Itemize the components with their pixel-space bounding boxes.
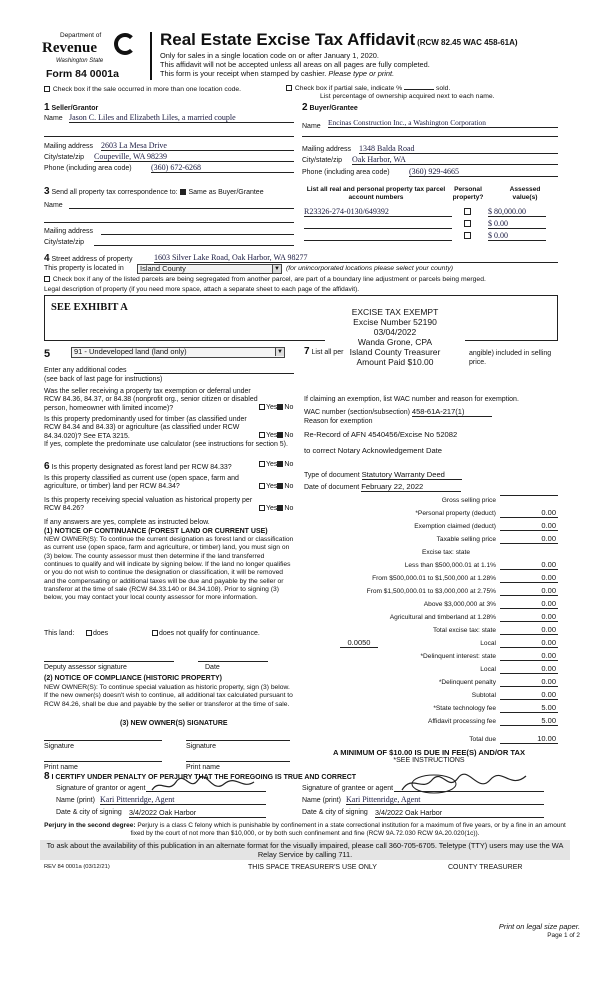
doc-type-row xyxy=(304,470,462,480)
historic-yes-no xyxy=(259,505,293,513)
reason-line-1[interactable]: Re-Record of AFN 4540456/Excise No 52082 xyxy=(304,430,458,439)
tax-row-value[interactable] xyxy=(500,495,558,496)
current-use-no-checkbox[interactable] xyxy=(277,483,283,489)
stamp-line-5: Island County Treasurer xyxy=(349,347,441,357)
does-label: does xyxy=(93,630,109,637)
tax-row xyxy=(300,547,558,559)
seller-phone-row xyxy=(44,165,294,172)
buyer-heading xyxy=(302,102,358,113)
chevron-down-icon: ▼ xyxy=(272,265,281,273)
seller-heading-text: Seller/Grantor xyxy=(51,105,99,112)
tax-row xyxy=(300,495,558,507)
this-land-label: This land: xyxy=(44,630,75,637)
corr-name-field[interactable] xyxy=(69,208,294,209)
treasurer-use-label: THIS SPACE TREASURER'S USE ONLY xyxy=(248,864,377,871)
corr-name-label: Name xyxy=(44,202,63,209)
parcel-row xyxy=(304,231,560,242)
page-number: Page 1 of 2 xyxy=(547,932,580,939)
minimum-due-note: A MINIMUM OF $10.00 IS DUE IN FEE(S) AND/OR TAX xyxy=(332,748,526,757)
grantor-date-field[interactable]: 3/4/2022 Oak Harbor xyxy=(129,808,266,818)
deputy-signature-label: Deputy assessor signature xyxy=(44,664,127,671)
notice-continuance-heading: (1) NOTICE OF CONTINUANCE (FOREST LAND OR CURRENT USE) xyxy=(44,528,268,535)
parcel-number-field[interactable] xyxy=(304,219,452,229)
stamp-line-2: Excise Number 52190 xyxy=(353,317,437,327)
seller-city-field[interactable]: Coupeville, WA 98239 xyxy=(94,152,294,162)
grantor-name-row xyxy=(56,797,296,804)
historic-yes-checkbox[interactable] xyxy=(259,505,265,511)
tax-row-value[interactable]: 5.00 xyxy=(500,716,558,726)
doc-type-label: Type of document xyxy=(304,472,360,479)
seller-name-field[interactable]: Jason C. Liles and Elizabeth Liles, a married couple xyxy=(69,113,294,123)
stamp-line-1: EXCISE TAX EXEMPT xyxy=(351,307,439,317)
tax-row xyxy=(300,586,558,598)
tax-row-value[interactable]: 0.00 xyxy=(500,690,558,700)
corr-city-label: City/state/zip xyxy=(44,239,85,246)
yes-label: Yes xyxy=(266,505,278,512)
doc-type-field[interactable]: Statutory Warranty Deed xyxy=(362,470,462,480)
corr-mail-label: Mailing address xyxy=(44,228,94,235)
timber-question xyxy=(44,416,294,449)
tax-row xyxy=(300,573,558,585)
notice-continuance-body: NEW OWNER(S): To continue the current designation as forest land or classification as current use (open space, farm and agriculture, or timber) land, you must sign on (3) below. The county assessor must then determine if the land transferred continues to qualify and will indicate by signing below. If the land no longer qualifies or you do not wish to continue the designation or classification, it will be removed and the compensating or additional taxes will be due and payable by the seller or transferor at the time of sale (RCW 84.33.140 or 84.34.108). Prior to signing (3) below, you may contact your local county assessor for more information. xyxy=(44,536,294,602)
tax-row-label: Less than $500,000.01 at 1.1% xyxy=(404,562,496,569)
if-yes-note: If any answers are yes, complete as instructed below. xyxy=(44,519,210,526)
grantee-date-field[interactable]: 3/4/2022 Oak Harbor xyxy=(375,808,544,818)
same-as-buyer-checkbox[interactable] xyxy=(180,189,186,195)
county-note: (for unincorporated locations please select your county) xyxy=(286,265,453,272)
corr-name-row xyxy=(44,202,294,209)
tax-row-label: Agricultural and timberland at 1.28% xyxy=(389,614,496,621)
personal-property-checkbox[interactable] xyxy=(464,208,471,215)
same-as-buyer-label: Same as Buyer/Grantee xyxy=(188,189,264,196)
tax-row-label: Excise tax: state xyxy=(421,549,470,556)
grantor-date-row xyxy=(56,809,296,816)
forest-no-checkbox[interactable] xyxy=(277,461,283,467)
grantor-date-label: Date & city of signing xyxy=(56,809,122,816)
forest-yes-checkbox[interactable] xyxy=(259,461,265,467)
tax-row xyxy=(300,534,558,546)
header-note-2: This affidavit will not be accepted unless all areas on all pages are fully completed. xyxy=(160,60,430,69)
exemption-yes-checkbox[interactable] xyxy=(259,404,265,410)
yes-label: Yes xyxy=(266,483,278,490)
legal-description-box[interactable] xyxy=(44,295,558,341)
signature-label: Signature xyxy=(44,743,74,750)
tax-row-value[interactable]: 0.00 xyxy=(500,664,558,674)
perjury-bold: Perjury in the second degree: xyxy=(44,822,136,829)
tax-row-label: Taxable selling price xyxy=(436,536,496,543)
section-7-number: 7 xyxy=(304,346,310,357)
see-back-note: (see back of last page for instructions) xyxy=(44,376,163,383)
tax-row xyxy=(300,508,558,520)
see-instructions: *SEE INSTRUCTIONS xyxy=(393,757,465,764)
personal-property-checkbox[interactable] xyxy=(464,232,471,239)
tax-row-value[interactable]: 0.00 xyxy=(500,586,558,596)
seller-name-row xyxy=(44,115,294,122)
deputy-date-label: Date xyxy=(205,664,220,671)
multi-location-row xyxy=(44,86,241,93)
perjury-text: Perjury is a class C felony which is punishable by confinement in a state correctional institution for a maximum of five years, or by a fine in an amount fixed by the court of not more than $10,000, or by both such confinement and fine (RCW 9A.72.030 RCW 9A.20.020(1c)). xyxy=(130,822,566,837)
seller-name-line-2 xyxy=(44,136,294,137)
note3-text: This form is your receipt when stamped by cashier. xyxy=(160,69,327,78)
corr-mail-row xyxy=(44,228,294,235)
partial-sale-row xyxy=(286,85,450,92)
parcel-col-header: List all real and personal property tax parcel account numbers xyxy=(306,186,446,201)
tax-row-label: *Delinquent interest: state xyxy=(420,653,496,660)
parcel-row xyxy=(304,207,560,218)
section-8-number: 8 xyxy=(44,771,50,782)
form-number: Form 84 0001a xyxy=(46,68,119,80)
accessibility-note: To ask about the availability of this publication in an alternate format for the visually impaired, please call 360-705-6705. Teletype (TTY) users may use the WA Relay Service by calling 711. xyxy=(40,840,570,860)
no-label: No xyxy=(284,432,294,439)
legal-label: Legal description of property (if you need more space, attach a separate sheet to each page of the affidavit). xyxy=(44,286,360,293)
tax-row-label: Affidavit processing fee xyxy=(427,718,496,725)
tax-row xyxy=(300,599,558,611)
reason-label: Reason for exemption xyxy=(304,418,373,425)
tax-row-label: Local xyxy=(480,640,496,647)
tax-row-label: Gross selling price xyxy=(441,497,496,504)
section-2-number: 2 xyxy=(302,102,308,113)
parcel-number-field[interactable] xyxy=(304,231,452,241)
owner-signature-line-2[interactable] xyxy=(186,740,290,741)
buyer-city-field[interactable]: Oak Harbor, WA xyxy=(352,155,558,165)
notice-compliance-heading: (2) NOTICE OF COMPLIANCE (HISTORIC PROPERTY) xyxy=(44,675,222,682)
excise-exempt-stamp xyxy=(325,307,465,367)
tax-row xyxy=(300,734,558,746)
dor-logo xyxy=(42,29,142,81)
buyer-name-field[interactable]: Encinas Construction Inc., a Washington Corporation xyxy=(328,118,558,128)
tax-row-value[interactable]: 0.00 xyxy=(500,521,558,531)
doc-date-field[interactable]: February 22, 2022 xyxy=(361,482,461,492)
yes-label: Yes xyxy=(266,404,278,411)
partial-sale-pct-field[interactable] xyxy=(404,89,434,90)
current-use-yes-no xyxy=(259,483,293,491)
county-row xyxy=(44,265,124,272)
seller-city-label: City/state/zip xyxy=(44,154,85,161)
exemption-question xyxy=(44,388,294,413)
buyer-phone-field[interactable]: (360) 929-4665 xyxy=(409,167,558,177)
buyer-city-row xyxy=(302,157,558,164)
personal-property-text-2: angible) included in selling price. xyxy=(469,350,552,366)
county-value: Island County xyxy=(140,264,186,273)
grantor-name-label: Name (print) xyxy=(56,797,95,804)
legal-description-text: SEE EXHIBIT A xyxy=(51,302,128,313)
boundary-row xyxy=(44,276,486,283)
does-not-checkbox[interactable] xyxy=(152,630,158,636)
timber-question-note: If yes, complete the predominate use calculator (see instructions for section 5). xyxy=(44,440,288,448)
tax-row xyxy=(300,690,558,702)
stamp-line-3: 03/04/2022 xyxy=(373,327,417,337)
seller-city-row xyxy=(44,154,294,161)
buyer-mail-label: Mailing address xyxy=(302,146,352,153)
tax-row xyxy=(300,703,558,715)
section-1-number: 1 xyxy=(44,102,50,113)
buyer-heading-text: Buyer/Grantee xyxy=(309,105,358,112)
rev-number: REV 84 0001a (03/12/21) xyxy=(44,864,110,870)
tax-row-label: From $1,500,000.01 to $3,000,000 at 2.75% xyxy=(366,588,496,595)
does-option xyxy=(86,630,108,638)
forest-yes-no xyxy=(259,461,293,468)
assessed-value-field[interactable]: $ 0.00 xyxy=(488,219,546,229)
multi-location-checkbox[interactable] xyxy=(44,86,50,92)
tax-row-label: Subtotal xyxy=(471,692,496,699)
tax-row-label: Exemption claimed (deduct) xyxy=(414,523,496,530)
section-6-number: 6 xyxy=(44,461,50,472)
addl-codes-row xyxy=(44,367,294,374)
title-text: Real Estate Excise Tax Affidavit xyxy=(160,30,416,49)
tax-row-value[interactable]: 0.00 xyxy=(500,625,558,635)
does-not-label: does not qualify for continuance. xyxy=(159,630,260,637)
tax-row xyxy=(300,651,558,663)
list-pct-note: List percentage of ownership acquired next to each name. xyxy=(320,93,495,100)
historic-question-text: Is this property receiving special valuation as historical property per RCW 84.26? xyxy=(44,497,253,513)
seller-mail-label: Mailing address xyxy=(44,143,94,150)
exemption-yes-no xyxy=(259,404,293,412)
deputy-date-line[interactable] xyxy=(198,661,268,662)
reason-line-2[interactable]: to correct Notary Acknowledgement Date xyxy=(304,446,443,455)
grantor-signature-label: Signature of grantor or agent xyxy=(56,785,146,792)
tax-row-value[interactable]: 0.00 xyxy=(500,560,558,570)
county-label: This property is located in xyxy=(44,265,124,272)
corr-name-line-2 xyxy=(44,222,294,223)
tax-row xyxy=(300,638,558,650)
tax-row-value[interactable]: 0.00 xyxy=(500,677,558,687)
grantee-name-row xyxy=(302,797,558,804)
section-3-number: 3 xyxy=(44,186,50,197)
does-checkbox[interactable] xyxy=(86,630,92,636)
historic-no-checkbox[interactable] xyxy=(277,505,283,511)
tax-row-value[interactable]: 0.00 xyxy=(500,534,558,544)
yes-label: Yes xyxy=(266,432,278,439)
parcel-number-field[interactable]: R23326-274-0130/649392 xyxy=(304,207,452,217)
wac-label: WAC number (section/subsection) xyxy=(304,409,410,416)
tax-row-value[interactable]: 0.00 xyxy=(500,573,558,583)
seller-name-label: Name xyxy=(44,115,63,122)
historic-question xyxy=(44,497,294,514)
buyer-name-label: Name xyxy=(302,123,321,130)
corr-city-row xyxy=(44,239,294,246)
this-land-row xyxy=(44,630,294,638)
tax-row xyxy=(300,625,558,637)
new-owner-sig-heading: (3) NEW OWNER(S) SIGNATURE xyxy=(120,720,228,727)
timber-yes-no xyxy=(259,432,293,440)
assessed-col-header: Assessed value(s) xyxy=(509,186,541,201)
timber-no-checkbox[interactable] xyxy=(277,432,283,438)
tax-row-label: Total due xyxy=(469,736,496,743)
exemption-no-checkbox[interactable] xyxy=(277,404,283,410)
header-divider xyxy=(150,32,152,80)
personal-property-checkbox[interactable] xyxy=(464,220,471,227)
section-4-number: 4 xyxy=(44,253,50,264)
seller-mail-field[interactable]: 2603 La Mesa Drive xyxy=(101,141,294,151)
assessed-value-field[interactable]: $ 80,000.00 xyxy=(488,207,546,217)
land-use-select[interactable] xyxy=(71,347,285,358)
grantee-signature-label: Signature of grantee or agent xyxy=(302,785,394,792)
seller-heading xyxy=(44,102,98,113)
no-label: No xyxy=(284,404,294,411)
parcel-row xyxy=(304,219,560,230)
no-label: No xyxy=(284,483,294,490)
multi-location-label: Check box if the sale occurred in more than one location code. xyxy=(52,86,242,93)
doc-date-label: Date of document xyxy=(304,484,360,491)
dept-revenue: Revenue xyxy=(42,40,97,56)
yes-label: Yes xyxy=(266,461,278,468)
certify-text: I CERTIFY UNDER PENALTY OF PERJURY THAT THE FOREGOING IS TRUE AND CORRECT xyxy=(51,774,357,781)
tax-row-label: Above $3,000,000 at 3% xyxy=(423,601,496,608)
buyer-city-label: City/state/zip xyxy=(302,157,343,164)
wac-field[interactable]: 458-61A-217(1) xyxy=(412,407,492,417)
perjury-note xyxy=(40,822,570,838)
revenue-swoosh-icon xyxy=(114,33,136,55)
does-not-option xyxy=(152,630,294,638)
tax-row xyxy=(300,560,558,572)
corr-mail-field[interactable] xyxy=(101,234,294,235)
deputy-signature-line[interactable] xyxy=(44,661,174,662)
header-note-3 xyxy=(160,69,394,78)
tax-row-value[interactable]: 0.00 xyxy=(500,599,558,609)
seller-mail-row xyxy=(44,143,294,150)
timber-yes-checkbox[interactable] xyxy=(259,432,265,438)
local-rate-field[interactable]: 0.0050 xyxy=(340,638,378,648)
exemption-question-text: Was the seller receiving a property tax exemption or deferral under RCW 84.36, 84.37, or 84.38 (nonprofit org., senior citizen or disabled person, homeowner with limited income)? xyxy=(44,388,258,412)
tax-row-value[interactable]: 0.00 xyxy=(500,612,558,622)
forest-question-text: Is this property designated as forest land per RCW 84.33? xyxy=(51,464,232,471)
legal-paper-note: Print on legal size paper. xyxy=(498,922,580,931)
buyer-mail-row xyxy=(302,146,558,153)
tax-row-value[interactable]: 10.00 xyxy=(500,734,558,744)
seller-phone-field[interactable]: (360) 672-6268 xyxy=(151,163,294,173)
dept-state: Washington State xyxy=(56,58,104,64)
owner-signature-line-1[interactable] xyxy=(44,740,162,741)
partial-sale-label: Check box if partial sale, indicate % xyxy=(294,85,403,92)
tax-row-label: Total excise tax: state xyxy=(432,627,496,634)
wac-row xyxy=(304,407,492,417)
current-use-question-text: Is this property classified as current use (open space, farm and agriculture, or timber) land per RCW 84.34? xyxy=(44,475,239,491)
county-select[interactable] xyxy=(137,264,282,274)
personal-property-text: List all per xyxy=(311,349,344,356)
timber-question-text: Is this property predominantly used for timber (as classified under RCW 84.34 and 84.33) or agriculture (as classified under RCW 84.34.020)? See ETA 3215. xyxy=(44,416,247,440)
tax-row-value[interactable]: 5.00 xyxy=(500,703,558,713)
owner-print-line-1[interactable] xyxy=(44,761,162,762)
partial-sale-checkbox[interactable] xyxy=(286,85,292,91)
addl-codes-label: Enter any additional codes xyxy=(44,367,127,374)
grantee-date-row xyxy=(302,809,558,816)
grantee-name-field[interactable]: Kari Pittenridge, Agent xyxy=(346,795,544,805)
street-row xyxy=(44,253,558,264)
forest-question xyxy=(44,461,294,472)
sold-label: sold. xyxy=(435,85,451,92)
boundary-label: Check box if any of the listed parcels are being segregated from another parcel, are part of a boundary line adjustment or parcels being merged. xyxy=(52,276,486,283)
tax-row-label: Local xyxy=(480,666,496,673)
notice-compliance-body: NEW OWNER(S): To continue special valuation as historic property, sign (3) below. If the new owner(s) doesn't wish to continue, all additional tax calculated pursuant to RCW 84.26, shall be due and payable by the seller or transferor at the time of sale. xyxy=(44,684,293,708)
signature-label: Signature xyxy=(186,743,216,750)
tax-row-label: *State technology fee xyxy=(433,705,496,712)
signature-scribble-icon xyxy=(150,776,260,796)
note3-italic: Please type or print. xyxy=(328,69,395,78)
tax-row-value[interactable]: 0.00 xyxy=(500,508,558,518)
tax-row xyxy=(300,664,558,676)
tax-row xyxy=(300,612,558,624)
grantee-name-label: Name (print) xyxy=(302,797,341,804)
tax-row-label: *Personal property (deduct) xyxy=(415,510,496,517)
street-label: Street address of property xyxy=(51,256,133,263)
corr-city-field[interactable] xyxy=(94,245,294,246)
buyer-phone-row xyxy=(302,169,558,176)
tax-row xyxy=(300,677,558,689)
seller-phone-label: Phone (including area code) xyxy=(44,165,132,172)
boundary-checkbox[interactable] xyxy=(44,276,50,282)
doc-date-row xyxy=(304,482,461,492)
title-rcw: (RCW 82.45 WAC 458-61A) xyxy=(417,38,518,47)
grantee-date-label: Date & city of signing xyxy=(302,809,368,816)
land-use-value: 91 - Undeveloped land (land only) xyxy=(74,347,187,356)
tax-row-label: From $500,000.01 to $1,500,000 at 1.28% xyxy=(372,575,496,582)
current-use-yes-checkbox[interactable] xyxy=(259,483,265,489)
dept-line1: Department of xyxy=(60,32,102,39)
print-name-label: Print name xyxy=(44,764,78,771)
exempt-note: If claiming an exemption, list WAC number and reason for exemption. xyxy=(304,396,519,403)
grantor-name-field[interactable]: Kari Pittenridge, Agent xyxy=(100,795,266,805)
section-5-number: 5 xyxy=(44,348,51,360)
buyer-name-line-2 xyxy=(302,136,558,137)
correspondence-row xyxy=(44,186,264,197)
no-label: No xyxy=(284,505,294,512)
chevron-down-icon: ▼ xyxy=(275,348,284,356)
buyer-mail-field[interactable]: 1348 Balda Road xyxy=(359,144,558,154)
current-use-question xyxy=(44,475,294,492)
tax-row-label: *Delinquent penalty xyxy=(438,679,496,686)
tax-row xyxy=(300,521,558,533)
personal-col-header: Personal property? xyxy=(452,186,484,201)
print-name-label: Print name xyxy=(186,764,220,771)
tax-row-value[interactable]: 0.00 xyxy=(500,638,558,648)
form-title xyxy=(160,30,518,50)
buyer-phone-label: Phone (including area code) xyxy=(302,169,390,176)
owner-print-line-2[interactable] xyxy=(186,761,290,762)
street-field[interactable]: 1603 Silver Lake Road, Oak Harbor, WA 98277 xyxy=(154,253,558,263)
tax-row-value[interactable]: 0.00 xyxy=(500,651,558,661)
correspondence-label: Send all property tax correspondence to: xyxy=(51,189,178,196)
stamp-line-6: Amount Paid $10.00 xyxy=(356,357,434,367)
header-note-1: Only for sales in a single location code on or after January 1, 2020. xyxy=(160,51,379,60)
signature-scribble-icon xyxy=(400,772,530,796)
assessed-value-field[interactable]: $ 0.00 xyxy=(488,231,546,241)
addl-codes-field[interactable] xyxy=(134,373,294,374)
no-label: No xyxy=(284,461,294,468)
tax-row xyxy=(300,716,558,728)
county-treasurer-label: COUNTY TREASURER xyxy=(448,864,523,871)
stamp-line-4: Wanda Grone, CPA xyxy=(357,337,433,347)
